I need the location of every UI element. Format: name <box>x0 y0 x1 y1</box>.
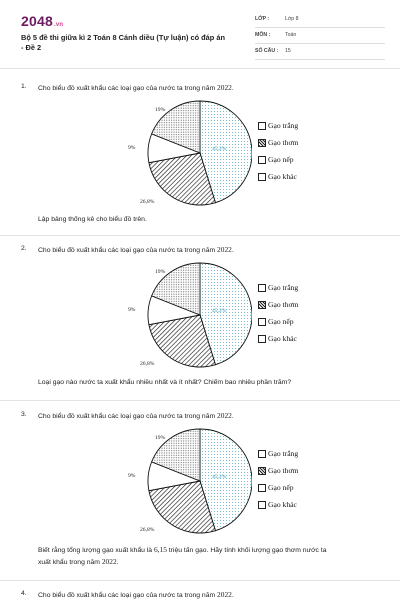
meta-label: MÔN : <box>255 32 271 38</box>
pie-data-label: 45,2% <box>212 308 227 314</box>
legend-label: Gạo khác <box>268 334 297 343</box>
document-title: Bộ 5 đề thi giữa kì 2 Toán 8 Cánh diều (Tự luận) có đáp án - Đề 2 <box>21 33 225 52</box>
question-follow-up: Lập bảng thống kê cho biểu đồ trên. <box>38 216 147 223</box>
legend-swatch <box>258 484 266 492</box>
pie-data-label: 45,2% <box>212 146 227 152</box>
legend-swatch <box>258 173 266 181</box>
pie-data-label: 19% <box>155 107 166 113</box>
pie-data-label: 9% <box>128 145 136 151</box>
pie-data-label: 9% <box>128 307 136 313</box>
header-divider <box>0 68 400 69</box>
pie-chart <box>120 95 252 209</box>
legend-swatch <box>258 335 266 343</box>
question-follow-up: Loại gạo nào nước ta xuất khẩu nhiều nhất và ít nhất? Chiếm bao nhiêu phần trăm? <box>38 379 292 386</box>
legend-swatch <box>258 284 266 292</box>
pie-data-label: 26,8% <box>140 527 155 533</box>
meta-label: SỐ CÂU : <box>255 48 279 54</box>
question-prompt: Cho biểu đồ xuất khẩu các loại gạo của nước ta trong năm 2022. <box>38 245 234 254</box>
legend-label: Gạo nếp <box>268 317 294 326</box>
legend-label: Gạo thơm <box>268 466 299 475</box>
question-number: 1. <box>21 83 27 90</box>
legend-label: Gạo trắng <box>268 449 299 458</box>
meta-label: LỚP : <box>255 16 270 22</box>
legend-swatch <box>258 318 266 326</box>
site-logo[interactable]: 2048.vn <box>21 13 64 29</box>
legend-label: Gạo khác <box>268 500 297 509</box>
legend-swatch <box>258 122 266 130</box>
legend-swatch-checked <box>258 139 266 147</box>
legend-swatch <box>258 501 266 509</box>
legend-label: Gạo trắng <box>268 121 299 130</box>
question-number: 4. <box>21 590 27 597</box>
legend-label: Gạo nếp <box>268 155 294 164</box>
legend-label: Gạo nếp <box>268 483 294 492</box>
question-number: 2. <box>21 245 27 252</box>
question-divider <box>0 400 400 401</box>
meta-row-count <box>255 45 385 60</box>
meta-row-subject <box>255 29 385 44</box>
legend-swatch-checked <box>258 467 266 475</box>
question-prompt: Cho biểu đồ xuất khẩu các loại gạo của nước ta trong năm 2022. <box>38 590 234 599</box>
meta-value: Toán <box>285 32 297 38</box>
pie-chart <box>120 423 252 537</box>
pie-data-label: 26,8% <box>140 199 155 205</box>
meta-info <box>255 13 385 61</box>
legend-swatch <box>258 450 266 458</box>
question-prompt: Cho biểu đồ xuất khẩu các loại gạo của nước ta trong năm 2022. <box>38 83 234 92</box>
meta-value: 15 <box>285 48 291 54</box>
question-divider <box>0 235 400 236</box>
pie-chart <box>120 257 252 371</box>
page-header <box>0 0 400 66</box>
pie-data-label: 45,2% <box>212 474 227 480</box>
legend-swatch <box>258 156 266 164</box>
pie-data-label: 26,8% <box>140 361 155 367</box>
question-number: 3. <box>21 411 27 418</box>
meta-row-class <box>255 13 385 28</box>
pie-data-label: 9% <box>128 473 136 479</box>
legend-label: Gạo thơm <box>268 138 299 147</box>
meta-value: Lớp 8 <box>285 16 299 22</box>
question-prompt: Cho biểu đồ xuất khẩu các loại gạo của nước ta trong năm 2022. <box>38 411 234 420</box>
legend-label: Gạo khác <box>268 172 297 181</box>
pie-data-label: 19% <box>155 269 166 275</box>
pie-data-label: 19% <box>155 435 166 441</box>
question-divider <box>0 580 400 581</box>
legend-swatch-checked <box>258 301 266 309</box>
question-follow-up: Biết rằng tổng lượng gạo xuất khẩu là 6,15 triệu tấn gạo. Hãy tính khối lượng gạo thơm nước ta xuất khẩu trong năm 2022. <box>38 545 327 566</box>
legend-label: Gạo trắng <box>268 283 299 292</box>
legend-label: Gạo thơm <box>268 300 299 309</box>
